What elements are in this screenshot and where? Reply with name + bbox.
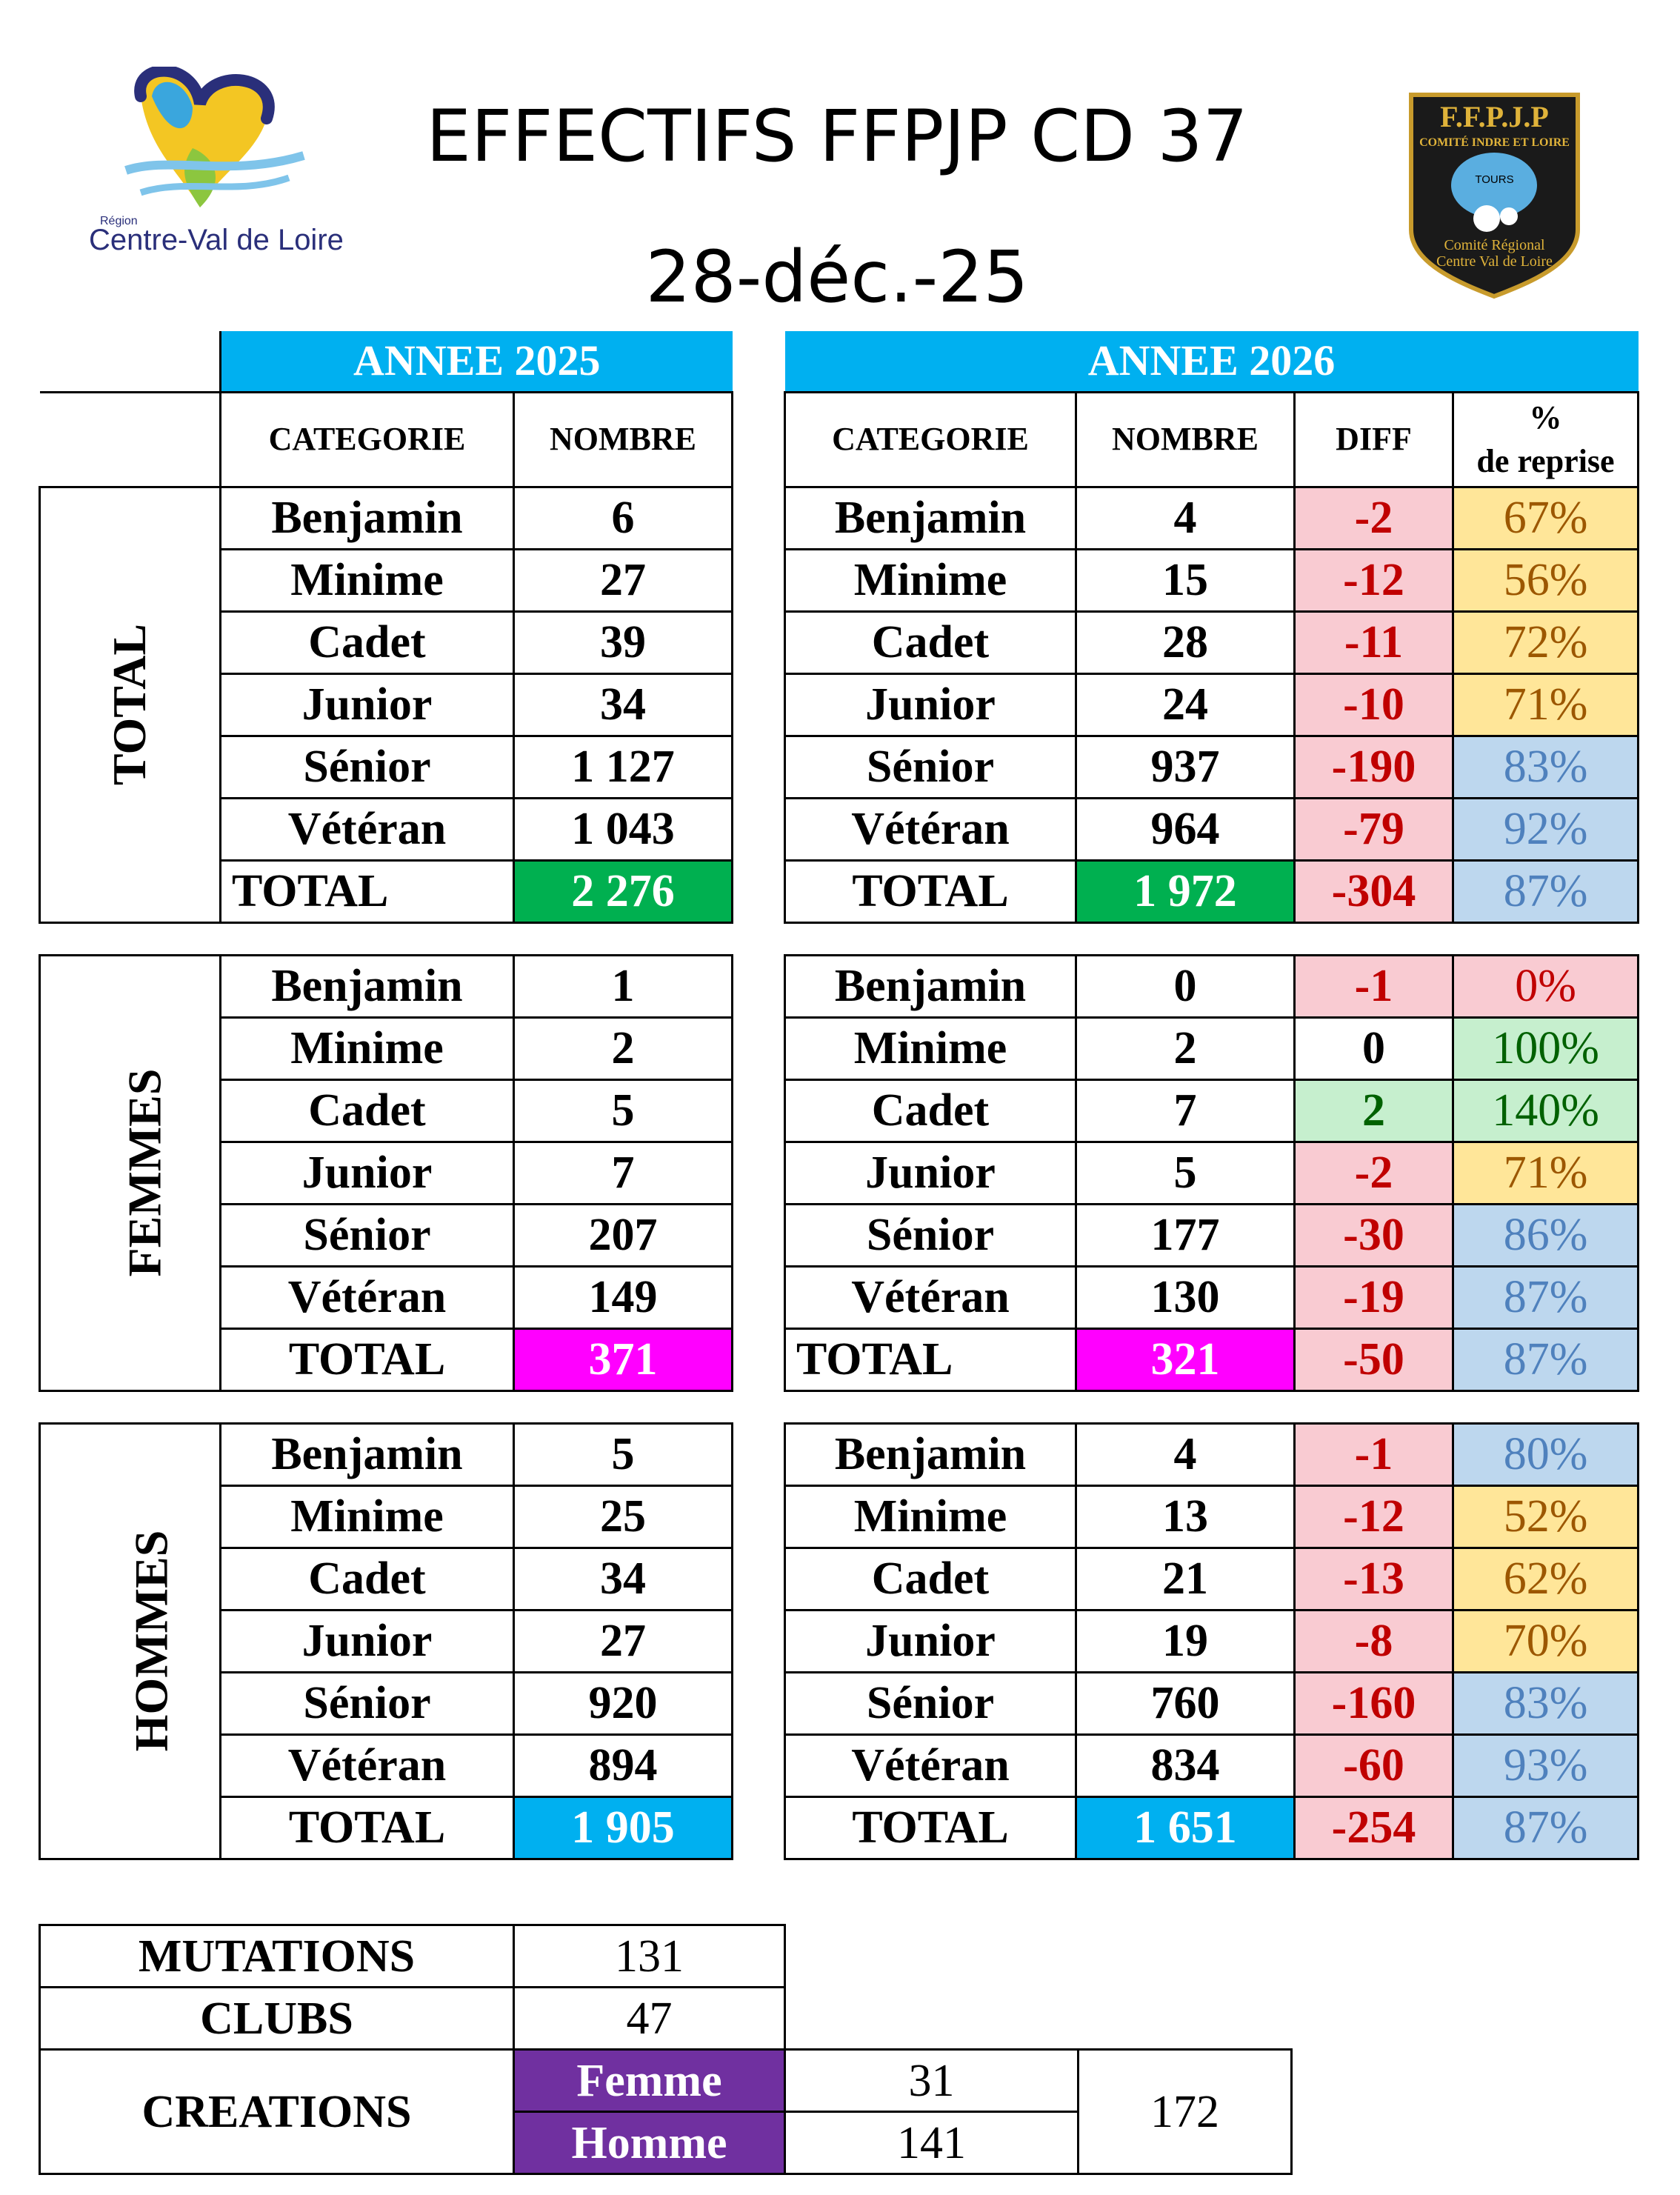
count-2025-cell: 1 043 [514, 798, 733, 860]
count-2026-cell: 19 [1076, 1610, 1295, 1672]
count-2025-cell: 1 [514, 955, 733, 1017]
count-2025-cell: 149 [514, 1266, 733, 1328]
category-cell: Sénior [785, 1204, 1076, 1266]
section-label [40, 955, 221, 1390]
count-2025-cell: 34 [514, 1548, 733, 1610]
count-2025-cell: 25 [514, 1485, 733, 1548]
total-value-2025: 2 276 [514, 860, 733, 922]
category-cell: Cadet [221, 1079, 514, 1142]
ffpjp-logo-bottom1: Comité Régional [1444, 237, 1545, 253]
category-cell: Benjamin [785, 487, 1076, 549]
ffpjp-logo-top: F.F.P.J.P [1440, 100, 1549, 133]
count-2026-cell: 4 [1076, 487, 1295, 549]
pct-reprise-cell: 86% [1453, 1204, 1639, 1266]
creations-femme-value: 31 [785, 2050, 1079, 2112]
category-cell: Benjamin [221, 955, 514, 1017]
table-row [40, 487, 733, 549]
category-cell: TOTAL [221, 1796, 514, 1859]
count-2026-cell: 0 [1076, 955, 1295, 1017]
category-cell: Sénior [221, 736, 514, 798]
diff-cell: -254 [1295, 1796, 1453, 1859]
diff-cell: -160 [1295, 1672, 1453, 1734]
table-row [785, 1734, 1639, 1796]
pct-header-line1: % [1529, 399, 1562, 436]
pct-reprise-cell: 80% [1453, 1423, 1639, 1485]
ffpjp-logo-bottom2: Centre Val de Loire [1436, 253, 1553, 270]
count-2026-cell: 2 [1076, 1017, 1295, 1079]
category-cell: Sénior [221, 1204, 514, 1266]
table-row [785, 1672, 1639, 1734]
pct-reprise-cell: 71% [1453, 1142, 1639, 1204]
table-row [785, 1142, 1639, 1204]
category-cell: TOTAL [221, 1328, 514, 1390]
count-2025-cell: 27 [514, 549, 733, 611]
diff-cell: -1 [1295, 955, 1453, 1017]
region-heart-icon [81, 67, 341, 215]
diff-cell: 2 [1295, 1079, 1453, 1142]
col-header-nombre: NOMBRE [514, 392, 733, 487]
pct-reprise-cell: 93% [1453, 1734, 1639, 1796]
section-label-text: FEMMES [118, 1068, 171, 1277]
category-cell: Minime [221, 1017, 514, 1079]
count-2026-cell: 834 [1076, 1734, 1295, 1796]
region-logo-text: Centre-Val de Loire [89, 224, 344, 256]
category-cell: Vétéran [785, 1734, 1076, 1796]
count-2026-cell: 21 [1076, 1548, 1295, 1610]
diff-cell: -304 [1295, 860, 1453, 922]
section-label [40, 487, 221, 922]
table-row [40, 955, 733, 1017]
count-2026-cell: 964 [1076, 798, 1295, 860]
total-value-2026: 1 972 [1076, 860, 1295, 922]
category-cell: TOTAL [785, 860, 1076, 922]
creations-homme-label: Homme [514, 2112, 785, 2174]
spacer [40, 1390, 733, 1423]
region-logo-small-text: Région [100, 215, 138, 227]
table-2026 [784, 331, 1639, 1860]
diff-cell: -30 [1295, 1204, 1453, 1266]
col-header-pct [1453, 392, 1639, 487]
table-row [785, 549, 1639, 611]
count-2026-cell: 7 [1076, 1079, 1295, 1142]
corner-blank [40, 331, 221, 392]
col-header-categorie: CATEGORIE [221, 392, 514, 487]
spacer [785, 922, 1639, 955]
pct-reprise-cell: 83% [1453, 736, 1639, 798]
diff-cell: -10 [1295, 673, 1453, 736]
total-row [785, 860, 1639, 922]
table-row [785, 1017, 1639, 1079]
category-cell: Benjamin [785, 1423, 1076, 1485]
table-row [785, 1204, 1639, 1266]
creations-label: CREATIONS [40, 2050, 514, 2174]
category-cell: Vétéran [221, 798, 514, 860]
category-cell: Minime [785, 1485, 1076, 1548]
category-cell: Cadet [221, 1548, 514, 1610]
ffpjp-logo [1404, 89, 1585, 300]
pct-reprise-cell: 87% [1453, 860, 1639, 922]
count-2025-cell: 1 127 [514, 736, 733, 798]
total-value-2025: 371 [514, 1328, 733, 1390]
count-2026-cell: 130 [1076, 1266, 1295, 1328]
diff-cell: -12 [1295, 1485, 1453, 1548]
total-row [785, 1328, 1639, 1390]
pct-reprise-cell: 52% [1453, 1485, 1639, 1548]
blank-cell [785, 1925, 1292, 1988]
count-2026-cell: 177 [1076, 1204, 1295, 1266]
table-row [785, 1485, 1639, 1548]
table-row [785, 1423, 1639, 1485]
col-header-nombre: NOMBRE [1076, 392, 1295, 487]
count-2025-cell: 5 [514, 1079, 733, 1142]
category-cell: Sénior [221, 1672, 514, 1734]
page-title: EFFECTIFS FFPJP CD 37 [426, 95, 1248, 178]
category-cell: Minime [221, 1485, 514, 1548]
category-cell: Junior [785, 1610, 1076, 1672]
clubs-value: 47 [514, 1988, 785, 2050]
diff-cell: -12 [1295, 549, 1453, 611]
category-cell: Junior [221, 1142, 514, 1204]
pct-reprise-cell: 70% [1453, 1610, 1639, 1672]
section-label [40, 1423, 221, 1859]
total-value-2026: 1 651 [1076, 1796, 1295, 1859]
table-2025 [39, 331, 733, 1860]
count-2025-cell: 920 [514, 1672, 733, 1734]
category-cell: TOTAL [785, 1328, 1076, 1390]
category-cell: Junior [785, 673, 1076, 736]
count-2025-cell: 7 [514, 1142, 733, 1204]
table-row [40, 1423, 733, 1485]
pct-reprise-cell: 87% [1453, 1328, 1639, 1390]
ffpjp-logo-arc: COMITÉ INDRE ET LOIRE [1419, 136, 1570, 149]
category-cell: Cadet [785, 1079, 1076, 1142]
diff-cell: -13 [1295, 1548, 1453, 1610]
count-2026-cell: 28 [1076, 611, 1295, 673]
count-2025-cell: 207 [514, 1204, 733, 1266]
creations-femme-label: Femme [514, 2050, 785, 2112]
category-cell: Sénior [785, 736, 1076, 798]
diff-cell: -2 [1295, 1142, 1453, 1204]
diff-cell: -19 [1295, 1266, 1453, 1328]
diff-cell: 0 [1295, 1017, 1453, 1079]
year-2026-header: ANNEE 2026 [785, 331, 1639, 392]
pct-reprise-cell: 62% [1453, 1548, 1639, 1610]
mutations-label: MUTATIONS [40, 1925, 514, 1988]
diff-cell: -79 [1295, 798, 1453, 860]
category-cell: Minime [785, 549, 1076, 611]
section-label-text: HOMMES [124, 1530, 178, 1752]
total-value-2025: 1 905 [514, 1796, 733, 1859]
creations-homme-value: 141 [785, 2112, 1079, 2174]
col-header-categorie: CATEGORIE [785, 392, 1076, 487]
table-row [785, 1266, 1639, 1328]
category-cell: Vétéran [785, 798, 1076, 860]
category-cell: Cadet [221, 611, 514, 673]
count-2026-cell: 13 [1076, 1485, 1295, 1548]
diff-cell: -11 [1295, 611, 1453, 673]
category-cell: Benjamin [785, 955, 1076, 1017]
category-cell: Vétéran [221, 1266, 514, 1328]
table-row [785, 1610, 1639, 1672]
count-2025-cell: 894 [514, 1734, 733, 1796]
count-2025-cell: 27 [514, 1610, 733, 1672]
diff-cell: -2 [1295, 487, 1453, 549]
category-cell: Junior [785, 1142, 1076, 1204]
pct-reprise-cell: 72% [1453, 611, 1639, 673]
count-2025-cell: 34 [514, 673, 733, 736]
category-cell: Benjamin [221, 1423, 514, 1485]
clubs-label: CLUBS [40, 1988, 514, 2050]
count-2026-cell: 24 [1076, 673, 1295, 736]
count-2026-cell: 4 [1076, 1423, 1295, 1485]
mutations-value: 131 [514, 1925, 785, 1988]
category-cell: Minime [785, 1017, 1076, 1079]
category-cell: TOTAL [785, 1796, 1076, 1859]
category-cell: Cadet [785, 611, 1076, 673]
category-cell: Cadet [785, 1548, 1076, 1610]
ffpjp-logo-center: TOURS [1475, 173, 1514, 186]
category-cell: TOTAL [221, 860, 514, 922]
section-label-text: TOTAL [103, 623, 156, 786]
diff-cell: -1 [1295, 1423, 1453, 1485]
table-row [785, 611, 1639, 673]
blank-cell [785, 1988, 1292, 2050]
count-2025-cell: 6 [514, 487, 733, 549]
category-cell: Sénior [785, 1672, 1076, 1734]
pct-reprise-cell: 0% [1453, 955, 1639, 1017]
category-cell: Benjamin [221, 487, 514, 549]
diff-cell: -190 [1295, 736, 1453, 798]
pct-reprise-cell: 87% [1453, 1796, 1639, 1859]
diff-cell: -60 [1295, 1734, 1453, 1796]
category-cell: Minime [221, 549, 514, 611]
region-logo [81, 67, 344, 256]
col-header-diff: DIFF [1295, 392, 1453, 487]
count-2026-cell: 15 [1076, 549, 1295, 611]
pct-reprise-cell: 100% [1453, 1017, 1639, 1079]
total-value-2026: 321 [1076, 1328, 1295, 1390]
table-row [785, 487, 1639, 549]
year-2025-header: ANNEE 2025 [221, 331, 733, 392]
pct-reprise-cell: 92% [1453, 798, 1639, 860]
table-row [785, 1079, 1639, 1142]
page-date: 28-déc.-25 [645, 236, 1029, 319]
category-cell: Junior [221, 1610, 514, 1672]
diff-cell: -50 [1295, 1328, 1453, 1390]
pct-reprise-cell: 56% [1453, 549, 1639, 611]
count-2026-cell: 937 [1076, 736, 1295, 798]
pct-reprise-cell: 87% [1453, 1266, 1639, 1328]
table-row [785, 955, 1639, 1017]
category-cell: Junior [221, 673, 514, 736]
table-row [785, 736, 1639, 798]
spacer [785, 1390, 1639, 1423]
pct-reprise-cell: 67% [1453, 487, 1639, 549]
category-cell: Vétéran [221, 1734, 514, 1796]
count-2026-cell: 5 [1076, 1142, 1295, 1204]
count-2025-cell: 2 [514, 1017, 733, 1079]
pct-reprise-cell: 71% [1453, 673, 1639, 736]
table-row [785, 673, 1639, 736]
spacer [40, 922, 733, 955]
summary-table [39, 1924, 1293, 2175]
pct-reprise-cell: 140% [1453, 1079, 1639, 1142]
count-2025-cell: 39 [514, 611, 733, 673]
category-cell: Vétéran [785, 1266, 1076, 1328]
count-2025-cell: 5 [514, 1423, 733, 1485]
creations-total: 172 [1079, 2050, 1292, 2174]
total-row [785, 1796, 1639, 1859]
diff-cell: -8 [1295, 1610, 1453, 1672]
pct-reprise-cell: 83% [1453, 1672, 1639, 1734]
pct-header-line2: de reprise [1476, 443, 1615, 479]
corner-blank [40, 392, 221, 487]
table-row [785, 1548, 1639, 1610]
table-row [785, 798, 1639, 860]
count-2026-cell: 760 [1076, 1672, 1295, 1734]
